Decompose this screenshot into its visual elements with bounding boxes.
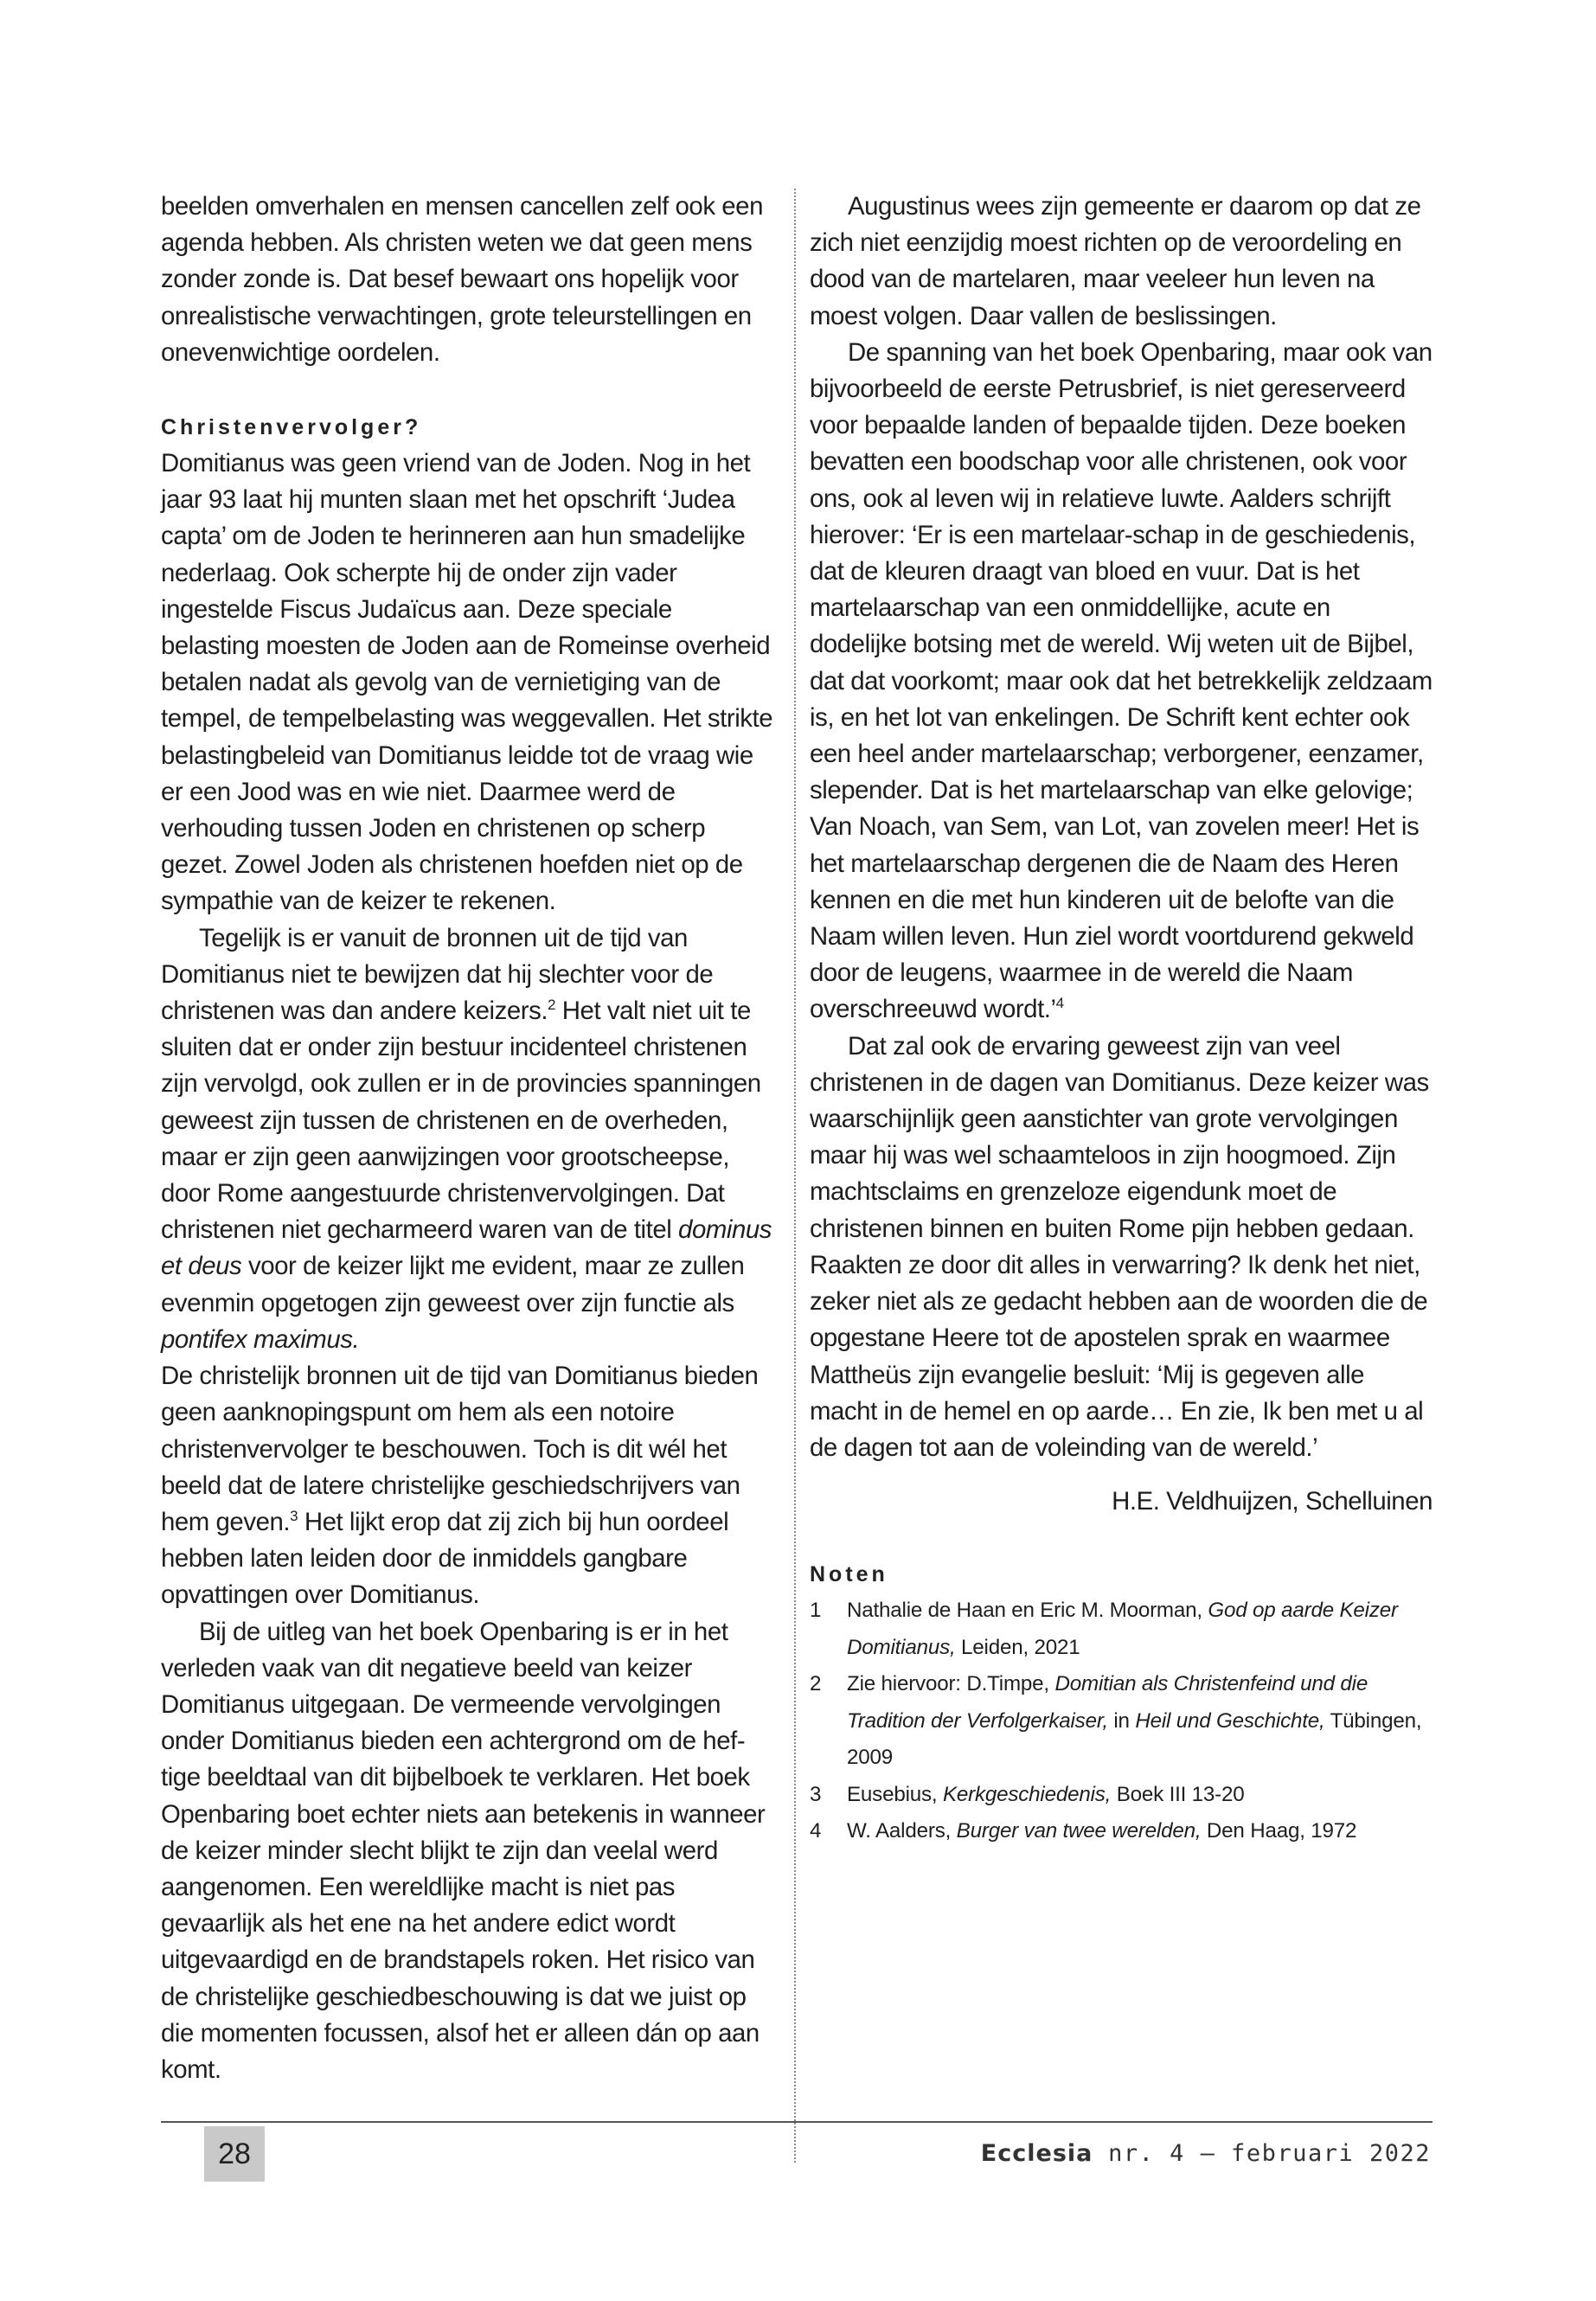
emphasis: dominus et deus bbox=[161, 1215, 772, 1281]
text: De spanning van het boek Openbaring, maar ook van bijvoorbeeld de eerste Petrusbrief, is niet gereserveerd voor bepaalde landen of bepaalde tijden. Deze boeken bevatten een boodschap voor alle christenen, ook voor ons, ook al leven wij in relatieve luwte. Aalders schrijft hierover: ‘Er is een martelaar-schap in de geschiedenis, dat de kleuren draagt van bloed en vuur. Dat is het martelaarschap van een onmiddellijke, acute en dodelijke botsing met de wereld. Wij weten uit de Bijbel, dat dat voorkomt; maar ook dat het betrekkelijk zeldzaam is, en het lot van enkelingen. De Schrift kent echter ook een heel ander martelaarschap; verborgener, eenzamer, slepender. Dat is het martelaarschap van elke gelovige; Van Noach, van Sem, van Lot, van zovelen meer! Het is het martelaarschap dergenen die de Naam des Heren kennen en die met hun kinderen uit de belofte van die Naam willen leven. Hun ziel wordt voortdurend gekweld door de leugens, waarmee in de wereld die Naam overschreeuwd wordt.’ bbox=[810, 337, 1433, 1024]
note-item bbox=[810, 1666, 1433, 1777]
column-divider bbox=[794, 189, 796, 2163]
magazine-title: Ecclesia bbox=[980, 2140, 1093, 2167]
text: Zie hiervoor: D.Timpe, bbox=[847, 1672, 1055, 1696]
note-item bbox=[810, 1593, 1433, 1666]
text: Boek III 13-20 bbox=[1111, 1782, 1245, 1806]
text: Tegelijk is er vanuit de bronnen uit de tijd van Domitianus niet te bewijzen dat hij slechter voor de christenen was dan andere keizers. bbox=[161, 923, 714, 1026]
text: Den Haag, 1972 bbox=[1201, 1819, 1357, 1843]
footnote-ref: 2 bbox=[548, 997, 556, 1014]
footnote-ref: 3 bbox=[290, 1507, 298, 1524]
note-item bbox=[810, 1813, 1433, 1850]
note-number: 2 bbox=[810, 1672, 822, 1696]
note-number: 4 bbox=[810, 1819, 822, 1843]
text: W. Aalders, bbox=[847, 1819, 957, 1843]
paragraph: Domitianus was geen vriend van de Joden. Nog in het jaar 93 laat hij munten slaan met het opschrift ‘Judea capta’ om de Joden te herinneren aan hun smadelijke nederlaag. Ook scherpte hij de onder zijn vader ingestelde Fiscus Judaïcus aan. Deze speciale belasting moesten de Joden aan de Romeinse overheid betalen nadat als gevolg van de vernietiging van de tempel, de tempelbelasting was weggevallen. Het strikte belastingbeleid van Domitianus leidde tot de vraag wie er een Jood was en wie niet. Daarmee werd de verhouding tussen Joden en christenen op scherp gezet. Zowel Joden als christenen hoefden niet op de sympathie van de keizer te rekenen. bbox=[161, 449, 773, 916]
paragraph bbox=[161, 1358, 777, 1613]
text: Eusebius, bbox=[847, 1782, 943, 1806]
paragraph: Bij de uitleg van het boek Openbaring is er in het verleden vaak van dit negatieve beeld van keizer Domitianus uitgegaan. De vermeende vervolgingen onder Domitianus bieden een achtergrond om de hef-tige beeldtaal van dit bijbelboek te verklaren. Het boek Openbaring boet echter niets aan betekenis in wanneer de keizer minder slecht blijkt te zijn dan veelal werd aangenomen. Een wereldlijke macht is niet pas gevaarlijk als het ene na het andere edict wordt uitgevaardigd en de brandstapels roken. Het risico van de christelijke geschiedbeschouwing is dat we juist op die momenten focussen, alsof het er alleen dán op aan komt. bbox=[161, 1617, 766, 2084]
notes-list bbox=[810, 1593, 1433, 1850]
emphasis: Kerkgeschiedenis, bbox=[942, 1782, 1112, 1806]
note-number: 3 bbox=[810, 1782, 822, 1806]
emphasis: God op aarde Keizer Domitianus, bbox=[847, 1599, 1398, 1659]
text: De christelijk bronnen uit de tijd van Domitianus bieden geen aanknopingspunt om hem als een notoire christenvervolger te beschouwen. Toch is dit wél het beeld dat de latere christelijke geschiedschrijvers van hem geven. bbox=[161, 1362, 759, 1536]
note-number: 1 bbox=[810, 1599, 822, 1623]
issue-info: nr. 4 – februari 2022 bbox=[1093, 2140, 1431, 2167]
emphasis: Domitian als Christenfeind und die Tradition der Verfolgerkaiser, bbox=[847, 1672, 1368, 1733]
page-number: 28 bbox=[204, 2126, 265, 2182]
footer-rule bbox=[161, 2121, 1433, 2123]
emphasis: pontifex maximus. bbox=[161, 1324, 360, 1354]
notes-heading: Noten bbox=[810, 1562, 888, 1587]
footnote-ref: 4 bbox=[1055, 995, 1064, 1012]
text: Het lijkt erop dat zij zich bij hun oordeel hebben laten leiden door de inmiddels gangbare opvattingen over Domitianus. bbox=[161, 1507, 729, 1610]
note-text bbox=[847, 1813, 1433, 1850]
note-text bbox=[847, 1777, 1433, 1814]
left-column bbox=[161, 189, 777, 2088]
text: Leiden, 2021 bbox=[955, 1635, 1080, 1659]
paragraph: Augustinus wees zijn gemeente er daarom op dat ze zich niet eenzijdig moest richten op de veroordeling en dood van de martelaren, maar veeleer hun leven na moest volgen. Daar vallen de beslissingen. bbox=[810, 192, 1421, 330]
emphasis: Heil und Geschichte, bbox=[1135, 1708, 1325, 1733]
right-column bbox=[810, 189, 1433, 1850]
text: in bbox=[1107, 1708, 1136, 1733]
text: Nathalie de Haan en Eric M. Moorman, bbox=[847, 1599, 1208, 1623]
emphasis: Burger van twee werelden, bbox=[956, 1819, 1202, 1843]
author-signature: H.E. Veldhuijzen, Schelluinen bbox=[1112, 1487, 1433, 1516]
paragraph bbox=[161, 920, 777, 1358]
paragraph bbox=[810, 335, 1433, 1029]
paragraph: beelden omverhalen en mensen cancellen zelf ook een agenda hebben. Als christen weten we dat geen mens zonder zonde is. Dat besef bewaart ons hopelijk voor onrealistische verwachtingen, grote teleurstellingen en onevenwichtige oordelen. bbox=[161, 192, 763, 367]
footer-issue bbox=[981, 2137, 1431, 2171]
note-text bbox=[847, 1666, 1433, 1777]
text: Het valt niet uit te sluiten dat er onder zijn bestuur incidenteel christenen zijn vervolgd, ook zullen er in de provincies spanningen geweest zijn tussen de christenen en de overheden, maar er zijn geen aanwijzingen voor grootscheepse, door Rome aangestuurde christenvervolgingen. Dat christenen niet gecharmeerd waren van de titel bbox=[161, 997, 761, 1245]
text: Tübingen, 2009 bbox=[847, 1708, 1422, 1770]
note-text bbox=[847, 1593, 1433, 1666]
text: voor de keizer lijkt me evident, maar ze zullen evenmin opgetogen zijn geweest over zijn functie als bbox=[161, 1252, 745, 1317]
section-heading: Christenvervolger? bbox=[161, 415, 422, 440]
paragraph: Dat zal ook de ervaring geweest zijn van veel christenen in de dagen van Domitianus. Deze keizer was waarschijnlijk geen aanstichter van grote vervolgingen maar hij was wel schaamteloos in zijn hoogmoed. Zijn machtsclaims en grenzeloze eigendunk moet de christenen binnen en buiten Rome pijn hebben gedaan. Raakten ze door dit alles in verwarring? Ik denk het niet, zeker niet als ze gedacht hebben aan de woorden die de opgestane Heere tot de apostelen sprak en waarmee Mattheüs zijn evangelie besluit: ‘Mij is gegeven alle macht in de hemel en op aarde… En zie, Ik ben met u al de dagen tot aan de voleinding van de wereld.’ bbox=[810, 1031, 1429, 1462]
note-item bbox=[810, 1777, 1433, 1814]
